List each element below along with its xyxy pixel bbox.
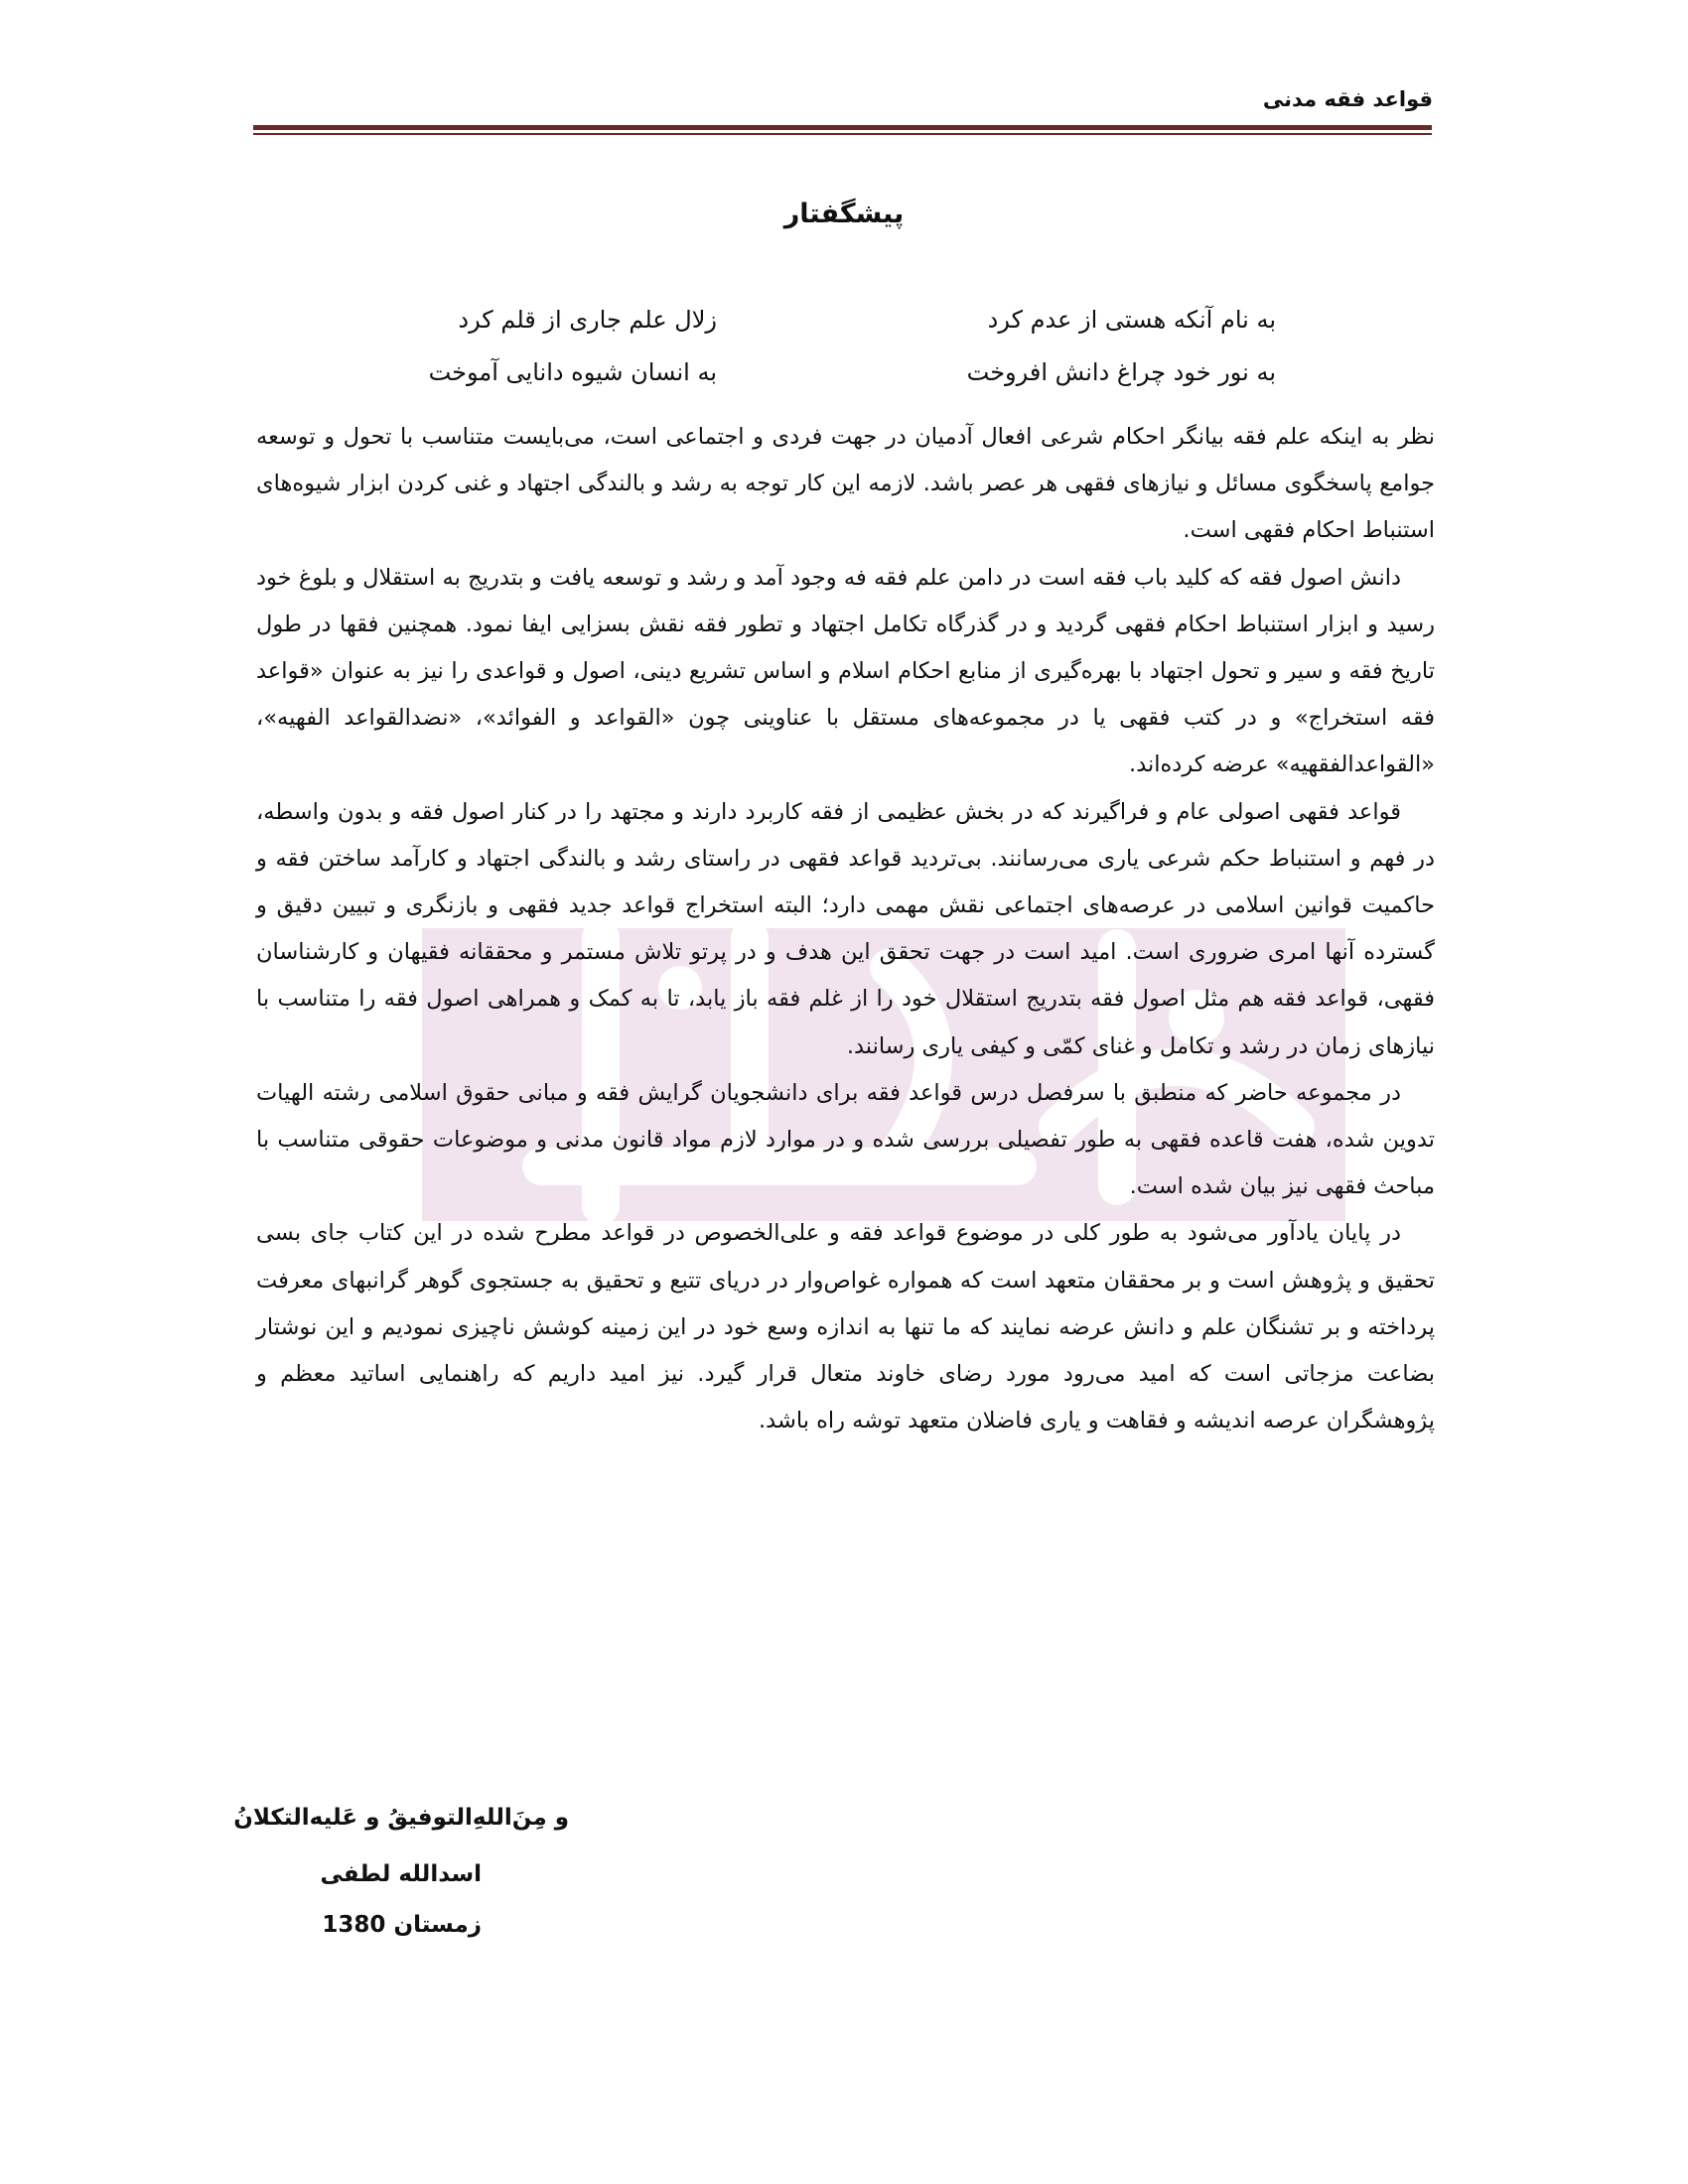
author-name: اسدالله لطفی: [320, 1861, 482, 1887]
paragraph: در پایان یادآور می‌شود به طور کلی در موضوع قواعد فقه و علی‌الخصوص در قواعد مطرح شده در این کتاب جای بسی تحقیق و پژوهش است و بر محققان متعهد است که همواره غواص‌وار در دریای تتبع و تحقیق به جستجوی گوهر گرانبهای معرفت پرداخته و بر تشنگان علم و دانش عرضه نمایند که ما تنها به اندازه وسع خود در این زمینه کوشش ناچیزی نمودیم و این نوشتار بضاعت مزجاتی است که امید می‌رود مورد رضای خاوند متعال قرار گیرد. نیز امید داریم که راهنمایی اساتید معظم و پژوهشگران عرصه اندیشه و فقاهت و یاری فاضلان متعهد توشه راه باشد.: [256, 1220, 1435, 1434]
closing-phrase: و مِنَ‌اللهِ‌التوفیقُ و عَلیه‌التکلانُ: [233, 1805, 569, 1831]
paragraph: دانش اصول فقه که کلید باب فقه است در دامن علم فقه فه وجود آمد و رشد و توسعه یافت و بتدریج به استقلال و بلوغ خود رسید و ابزار استنباط احکام فقهی گردید و در گذرگاه تکامل اجتهاد و تطور فقه نقش بسزایی ایفا نمود. همچنین فقها در طول تاریخ فقه و سیر و تحول اجتهاد با بهره‌گیری از منابع احکام اسلام و اساس تشریع دینی، اصول و قواعدی را نیز به عنوان «قواعد فقه استخراج» و در کتب فقهی یا در مجموعه‌های مستقل با عناوینی چون «القواعد و الفوائد»، «نضدالقواعد الفهیه»، «القواعدالفقهیه» عرضه کرده‌اند.: [256, 564, 1435, 778]
header-rule-thick: [253, 125, 1432, 130]
poem-line1-right: به نام آنکه هستی از عدم کرد: [987, 306, 1276, 334]
page-title: پیشگفتار: [783, 199, 905, 229]
paragraph: در مجموعه حاضر که منطبق با سرفصل درس قواعد فقه برای دانشجویان گرایش فقه و مبانی حقوق اسلامی رشته الهیات تدوین شده، هفت قاعده فقهی به طور تفصیلی بررسی شده و در موارد لازم مواد قانون مدنی و موضوعات حقوقی متناسب با مباحث فقهی نیز بیان شده است.: [256, 1079, 1435, 1200]
running-header-title: قواعد فقه مدنی: [1262, 87, 1433, 111]
paragraph: نظر به اینکه علم فقه بیانگر احکام شرعی افعال آدمیان در جهت فردی و اجتماعی است، می‌بایست متناسب با تحول و توسعه جوامع پاسخگوی مسائل و نیازهای فقهی هر عصر باشد. لازمه این کار توجه به رشد و بالندگی اجتهاد و غنی کردن ابزار شیوه‌های استنباط احکام فقهی است.: [256, 424, 1435, 544]
preface-body: [256, 414, 1435, 1444]
header-rule-thin: [253, 133, 1432, 135]
date-signature: زمستان 1380: [322, 1912, 482, 1938]
poem-line1-left: زلال علم جاری از قلم کرد: [458, 306, 717, 334]
poem-line2-left: به انسان شیوه دانایی آموخت: [428, 358, 717, 386]
poem-line2-right: به نور خود چراغ دانش افروخت: [966, 358, 1276, 386]
paragraph: قواعد فقهی اصولی عام و فراگیرند که در بخش عظیمی از فقه کاربرد دارند و مجتهد را در کنار اصول فقه و بدون واسطه، در فهم و استنباط حکم شرعی یاری می‌رسانند. بی‌تردید قواعد فقهی در راستای رشد و بالندگی اجتهاد و کارآمد ساختن فقه و حاکمیت قوانین اسلامی در عرصه‌های اجتماعی نقش مهمی دارد؛ البته استخراج قواعد جدید فقهی و بازنگری و تبیین دقیق و گسترده آنها امری ضروری است. امید است در جهت تحقق این هدف و در پرتو تلاش مستمر و محققانه فقیهان و کارشناسان فقهی، قواعد فقه هم مثل اصول فقه بتدریج استقلال خود را از غلم فقه باز یابد، تا به کمک و همراهی اصول فقه را متناسب با نیازهای زمان در رشد و تکامل و غنای کمّی و کیفی یاری رسانند.: [256, 798, 1435, 1059]
